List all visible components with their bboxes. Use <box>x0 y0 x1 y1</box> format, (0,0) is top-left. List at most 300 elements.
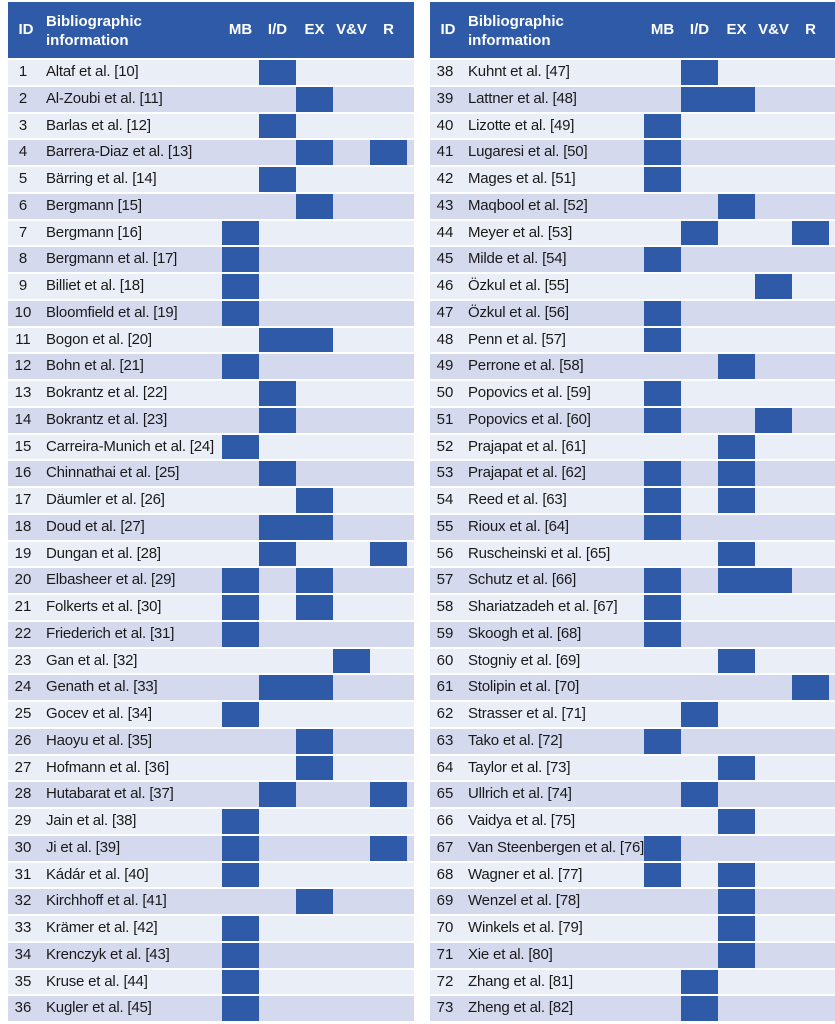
row-bibliographic-info: Altaf et al. [10] <box>46 63 139 80</box>
table-row <box>8 943 414 968</box>
category-mark <box>222 702 259 727</box>
table-row <box>430 836 835 861</box>
row-id: 62 <box>436 705 454 722</box>
category-mark <box>222 435 259 460</box>
row-bibliographic-info: Rioux et al. [64] <box>468 517 569 535</box>
category-mark <box>370 542 407 567</box>
row-id: 33 <box>14 919 32 936</box>
header-id-col: I/D <box>267 21 288 38</box>
table-row <box>430 274 835 299</box>
row-bibliographic-info: Van Steenbergen et al. [76] <box>468 838 645 856</box>
row-bibliographic-info: Däumler et al. [26] <box>46 491 165 508</box>
category-mark <box>644 247 681 272</box>
table-row <box>430 194 835 219</box>
category-mark <box>296 729 333 754</box>
row-id: 44 <box>436 223 454 241</box>
row-id: 31 <box>14 865 32 883</box>
header-r: R <box>805 21 816 38</box>
category-mark <box>222 274 259 299</box>
table-row <box>430 916 835 941</box>
row-id: 57 <box>436 571 454 589</box>
row-id: 65 <box>436 785 454 803</box>
category-mark <box>222 863 259 888</box>
category-mark <box>644 114 681 139</box>
row-id: 66 <box>436 812 454 829</box>
row-id: 45 <box>436 250 454 268</box>
table-row <box>8 435 414 460</box>
header-vv: V&V <box>336 21 367 38</box>
row-bibliographic-info: Wenzel et al. [78] <box>468 892 581 910</box>
category-mark <box>259 515 333 540</box>
row-id: 69 <box>436 892 454 910</box>
category-mark <box>370 140 407 165</box>
row-bibliographic-info: Bokrantz et al. [23] <box>46 410 168 428</box>
header-ex: EX <box>304 21 325 38</box>
row-id: 9 <box>18 277 28 294</box>
row-bibliographic-info: Bokrantz et al. [22] <box>46 384 168 401</box>
row-bibliographic-info: Özkul et al. [56] <box>468 303 569 321</box>
category-mark <box>718 943 755 968</box>
table-row <box>8 408 414 433</box>
row-id: 21 <box>14 598 32 615</box>
category-mark <box>681 702 718 727</box>
row-id: 55 <box>436 517 454 535</box>
row-id: 40 <box>436 116 454 134</box>
row-bibliographic-info: Taylor et al. [73] <box>468 758 571 776</box>
category-mark <box>644 488 681 513</box>
row-bibliographic-info: Popovics et al. [59] <box>468 384 591 401</box>
row-id: 18 <box>14 517 32 535</box>
row-id: 10 <box>14 303 32 321</box>
row-bibliographic-info: Bergmann [15] <box>46 196 142 214</box>
category-mark <box>718 649 755 674</box>
row-bibliographic-info: Skoogh et al. [68] <box>468 624 582 642</box>
table-row <box>8 221 414 246</box>
table-row <box>8 515 414 540</box>
category-mark <box>644 729 681 754</box>
row-id: 11 <box>15 330 31 348</box>
row-id: 51 <box>436 410 454 428</box>
header-bibliographic-information <box>468 12 646 50</box>
table-row <box>430 87 835 112</box>
row-id: 32 <box>14 892 32 910</box>
row-id: 6 <box>18 196 28 214</box>
category-mark <box>296 595 333 620</box>
row-id: 67 <box>436 838 454 856</box>
row-bibliographic-info: Mages et al. [51] <box>468 170 576 187</box>
header-mb: MB <box>650 21 675 38</box>
category-mark <box>222 622 259 647</box>
row-bibliographic-info: Kruse et al. [44] <box>46 972 148 990</box>
category-mark <box>222 970 259 995</box>
row-bibliographic-info: Ji et al. [39] <box>46 838 120 856</box>
row-bibliographic-info: Doud et al. [27] <box>46 517 145 535</box>
row-bibliographic-info: Hofmann et al. [36] <box>46 758 169 776</box>
table-row <box>430 221 835 246</box>
category-mark <box>222 836 259 861</box>
table-row <box>8 381 414 406</box>
table-row <box>8 675 414 700</box>
table-row <box>430 381 835 406</box>
category-mark <box>644 595 681 620</box>
row-id: 23 <box>14 651 32 669</box>
header-mb: MB <box>228 21 253 38</box>
table-row <box>430 996 835 1021</box>
row-bibliographic-info: Folkerts et al. [30] <box>46 598 162 615</box>
table-row <box>430 328 835 353</box>
row-bibliographic-info: Bohn et al. [21] <box>46 357 144 375</box>
category-mark <box>644 328 681 353</box>
table-row <box>8 916 414 941</box>
category-mark <box>222 943 259 968</box>
row-id: 73 <box>436 999 454 1017</box>
category-mark <box>259 408 296 433</box>
row-bibliographic-info: Kirchhoff et al. [41] <box>46 892 167 910</box>
category-mark <box>718 863 755 888</box>
header-bib-line1: Bibliographic <box>46 13 142 30</box>
row-bibliographic-info: Genath et al. [33] <box>46 678 158 696</box>
row-bibliographic-info: Elbasheer et al. [29] <box>46 571 176 589</box>
row-id: 34 <box>14 945 32 963</box>
row-id: 41 <box>436 143 454 161</box>
row-bibliographic-info: Winkels et al. [79] <box>468 919 583 936</box>
row-id: 68 <box>436 865 454 883</box>
table-row <box>430 702 835 727</box>
row-id: 52 <box>436 437 454 455</box>
table-row <box>8 649 414 674</box>
table-row <box>430 354 835 379</box>
category-mark <box>718 889 755 914</box>
row-id: 48 <box>436 330 454 348</box>
row-bibliographic-info: Kuhnt et al. [47] <box>468 63 570 80</box>
category-mark <box>259 60 296 85</box>
header-id: ID <box>18 21 34 38</box>
category-mark <box>681 996 718 1021</box>
category-mark <box>718 354 755 379</box>
table-row <box>430 649 835 674</box>
table-row <box>430 863 835 888</box>
row-bibliographic-info: Stogniy et al. [69] <box>468 651 581 669</box>
row-bibliographic-info: Lugaresi et al. [50] <box>468 143 588 161</box>
row-bibliographic-info: Dungan et al. [28] <box>46 544 161 562</box>
category-mark <box>259 675 333 700</box>
table-row <box>430 461 835 486</box>
row-bibliographic-info: Xie et al. [80] <box>468 945 553 963</box>
row-bibliographic-info: Chinnathai et al. [25] <box>46 464 180 482</box>
row-id: 8 <box>18 250 28 268</box>
table-row <box>430 408 835 433</box>
table-row <box>430 729 835 754</box>
category-mark <box>644 461 681 486</box>
row-bibliographic-info: Penn et al. [57] <box>468 330 566 348</box>
row-bibliographic-info: Bärring et al. [14] <box>46 170 157 187</box>
category-mark <box>681 221 718 246</box>
row-bibliographic-info: Lattner et al. [48] <box>468 89 577 107</box>
row-bibliographic-info: Maqbool et al. [52] <box>468 196 588 214</box>
row-bibliographic-info: Wagner et al. [77] <box>468 865 583 883</box>
row-id: 53 <box>436 464 454 482</box>
table-row <box>430 247 835 272</box>
category-mark <box>681 970 718 995</box>
row-bibliographic-info: Hutabarat et al. [37] <box>46 785 174 803</box>
row-bibliographic-info: Schutz et al. [66] <box>468 571 577 589</box>
table-row <box>430 301 835 326</box>
category-mark <box>296 889 333 914</box>
table-row <box>430 622 835 647</box>
table-row <box>8 568 414 593</box>
header-r: R <box>383 21 394 38</box>
row-bibliographic-info: Kugler et al. [45] <box>46 999 152 1017</box>
row-bibliographic-info: Friederich et al. [31] <box>46 624 175 642</box>
row-id: 70 <box>436 919 454 936</box>
category-mark <box>370 836 407 861</box>
category-mark <box>296 756 333 781</box>
row-id: 59 <box>436 624 454 642</box>
row-bibliographic-info: Reed et al. [63] <box>468 491 567 508</box>
category-mark <box>644 863 681 888</box>
category-mark <box>333 649 370 674</box>
table-row <box>8 622 414 647</box>
category-mark <box>681 87 755 112</box>
table-row <box>430 167 835 192</box>
category-mark <box>755 274 792 299</box>
row-bibliographic-info: Zhang et al. [81] <box>468 972 574 990</box>
category-mark <box>644 515 681 540</box>
row-bibliographic-info: Al-Zoubi et al. [11] <box>46 89 163 107</box>
row-id: 15 <box>14 437 32 455</box>
category-mark <box>222 595 259 620</box>
left-table <box>8 2 414 1021</box>
row-id: 4 <box>18 143 28 161</box>
row-id: 39 <box>436 89 454 107</box>
row-bibliographic-info: Billiet et al. [18] <box>46 277 144 294</box>
row-id: 60 <box>436 651 454 669</box>
category-mark <box>644 836 681 861</box>
row-bibliographic-info: Krämer et al. [42] <box>46 919 158 936</box>
header-vv: V&V <box>758 21 789 38</box>
category-mark <box>718 916 755 941</box>
row-bibliographic-info: Kádár et al. [40] <box>46 865 149 883</box>
category-mark <box>222 568 259 593</box>
category-mark <box>718 488 755 513</box>
row-bibliographic-info: Krenczyk et al. [43] <box>46 945 170 963</box>
category-mark <box>755 408 792 433</box>
row-bibliographic-info: Ruscheinski et al. [65] <box>468 544 611 562</box>
category-mark <box>296 194 333 219</box>
table-row <box>8 889 414 914</box>
row-id: 16 <box>14 464 32 482</box>
row-id: 25 <box>14 705 32 722</box>
category-mark <box>259 542 296 567</box>
category-mark <box>259 114 296 139</box>
row-bibliographic-info: Meyer et al. [53] <box>468 223 573 241</box>
table-body <box>430 60 835 1021</box>
category-mark <box>718 542 755 567</box>
row-bibliographic-info: Popovics et al. [60] <box>468 410 591 428</box>
category-mark <box>681 782 718 807</box>
table-row <box>430 568 835 593</box>
category-mark <box>259 782 296 807</box>
category-mark <box>644 408 681 433</box>
category-mark <box>718 809 755 834</box>
table-row <box>8 167 414 192</box>
row-bibliographic-info: Barrera-Diaz et al. [13] <box>46 143 193 161</box>
row-id: 64 <box>436 758 454 776</box>
row-id: 2 <box>18 89 28 107</box>
row-id: 46 <box>436 277 454 294</box>
row-id: 72 <box>436 972 454 990</box>
category-mark <box>259 167 296 192</box>
category-mark <box>222 247 259 272</box>
table-header <box>8 2 414 58</box>
table-row <box>8 60 414 85</box>
category-mark <box>718 568 792 593</box>
table-row <box>8 194 414 219</box>
row-bibliographic-info: Jain et al. [38] <box>46 812 137 829</box>
row-id: 5 <box>18 170 28 187</box>
row-id: 61 <box>436 678 454 696</box>
table-row <box>8 488 414 513</box>
row-bibliographic-info: Carreira-Munich et al. [24] <box>46 437 215 455</box>
row-bibliographic-info: Zheng et al. [82] <box>468 999 574 1017</box>
table-row <box>8 461 414 486</box>
table-row <box>430 140 835 165</box>
row-id: 54 <box>436 491 454 508</box>
category-mark <box>644 568 681 593</box>
row-bibliographic-info: Tako et al. [72] <box>468 731 563 749</box>
table-row <box>8 301 414 326</box>
table-row <box>430 435 835 460</box>
table-row <box>430 114 835 139</box>
row-id: 49 <box>436 357 454 375</box>
row-bibliographic-info: Shariatzadeh et al. [67] <box>468 598 618 615</box>
header-id: ID <box>440 21 456 38</box>
table-row <box>8 756 414 781</box>
table-row <box>8 354 414 379</box>
category-mark <box>296 140 333 165</box>
category-mark <box>644 167 681 192</box>
row-id: 27 <box>14 758 32 776</box>
table-row <box>430 60 835 85</box>
category-mark <box>296 488 333 513</box>
category-mark <box>718 435 755 460</box>
row-id: 50 <box>436 384 454 401</box>
row-id: 17 <box>14 491 32 508</box>
row-id: 3 <box>18 116 28 134</box>
row-id: 47 <box>436 303 454 321</box>
category-mark <box>222 354 259 379</box>
row-id: 28 <box>14 785 32 803</box>
table-row <box>8 247 414 272</box>
row-id: 56 <box>436 544 454 562</box>
category-mark <box>718 756 755 781</box>
category-mark <box>644 622 681 647</box>
row-id: 58 <box>436 598 454 615</box>
row-bibliographic-info: Özkul et al. [55] <box>468 277 569 294</box>
row-id: 30 <box>14 838 32 856</box>
row-bibliographic-info: Vaidya et al. [75] <box>468 812 576 829</box>
table-row <box>8 836 414 861</box>
table-row <box>8 782 414 807</box>
row-id: 38 <box>436 63 454 80</box>
category-mark <box>222 809 259 834</box>
row-id: 24 <box>14 678 32 696</box>
row-id: 12 <box>14 357 32 375</box>
table-row <box>8 274 414 299</box>
table-row <box>8 114 414 139</box>
header-id-col: I/D <box>689 21 710 38</box>
row-bibliographic-info: Prajapat et al. [62] <box>468 464 586 482</box>
table-row <box>430 756 835 781</box>
row-bibliographic-info: Prajapat et al. [61] <box>468 437 586 455</box>
category-mark <box>222 916 259 941</box>
table-row <box>430 542 835 567</box>
row-bibliographic-info: Gocev et al. [34] <box>46 705 152 722</box>
row-id: 42 <box>436 170 454 187</box>
row-bibliographic-info: Gan et al. [32] <box>46 651 138 669</box>
row-id: 13 <box>14 384 32 401</box>
header-bib-line2: information <box>468 32 551 49</box>
category-mark <box>259 381 296 406</box>
category-mark <box>259 461 296 486</box>
header-bib-line2: information <box>46 32 129 49</box>
category-mark <box>792 221 829 246</box>
row-bibliographic-info: Bergmann [16] <box>46 223 142 241</box>
table-row <box>430 889 835 914</box>
table-header <box>430 2 835 58</box>
row-id: 26 <box>14 731 32 749</box>
category-mark <box>222 221 259 246</box>
row-bibliographic-info: Stolipin et al. [70] <box>468 678 580 696</box>
row-bibliographic-info: Barlas et al. [12] <box>46 116 151 134</box>
row-bibliographic-info: Lizotte et al. [49] <box>468 116 575 134</box>
table-row <box>430 782 835 807</box>
row-id: 43 <box>436 196 454 214</box>
table-row <box>430 595 835 620</box>
table-body <box>8 60 414 1021</box>
category-mark <box>644 301 681 326</box>
category-mark <box>296 568 333 593</box>
row-bibliographic-info: Ullrich et al. [74] <box>468 785 572 803</box>
row-id: 19 <box>14 544 32 562</box>
table-row <box>8 809 414 834</box>
table-row <box>8 595 414 620</box>
row-id: 71 <box>436 945 454 963</box>
header-bib-line1: Bibliographic <box>468 13 564 30</box>
row-bibliographic-info: Haoyu et al. [35] <box>46 731 152 749</box>
row-id: 14 <box>14 410 32 428</box>
row-id: 22 <box>14 624 32 642</box>
table-row <box>8 970 414 995</box>
row-id: 36 <box>14 999 32 1017</box>
table-row <box>430 675 835 700</box>
category-mark <box>718 194 755 219</box>
row-id: 63 <box>436 731 454 749</box>
header-bibliographic-information <box>46 12 224 50</box>
table-row <box>430 515 835 540</box>
header-ex: EX <box>726 21 747 38</box>
row-bibliographic-info: Bogon et al. [20] <box>46 330 152 348</box>
row-id: 20 <box>14 571 32 589</box>
table-row <box>430 488 835 513</box>
row-id: 29 <box>14 812 32 829</box>
table-row <box>8 996 414 1021</box>
row-bibliographic-info: Bloomfield et al. [19] <box>46 303 178 321</box>
right-table <box>430 2 835 1021</box>
category-mark <box>792 675 829 700</box>
table-row <box>8 87 414 112</box>
category-mark <box>222 301 259 326</box>
